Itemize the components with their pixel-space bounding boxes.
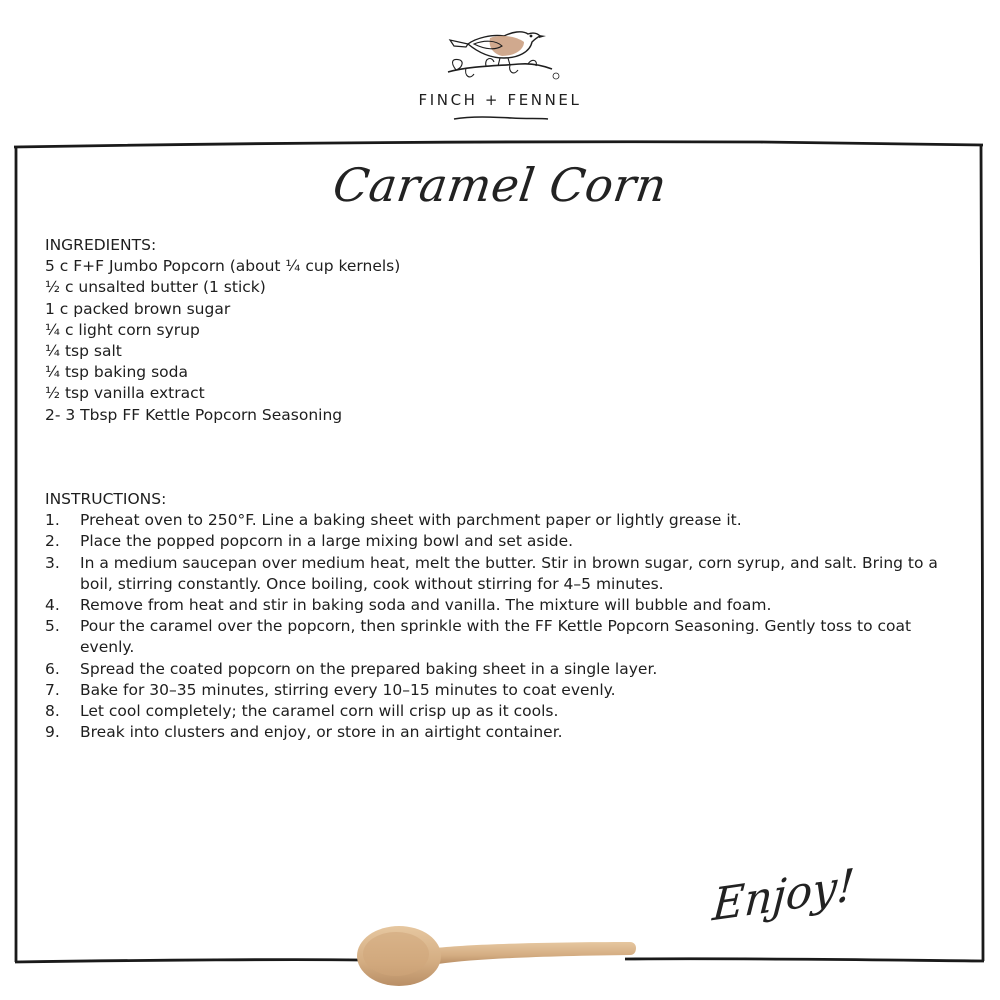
step-number: 6. — [45, 659, 60, 678]
instruction-step — [45, 595, 960, 616]
step-number: 2. — [45, 532, 60, 551]
step-text: Place the popped popcorn in a large mixing bowl and set aside. — [80, 532, 574, 551]
step-number: 8. — [45, 702, 60, 721]
instructions-list — [45, 510, 960, 743]
instruction-step — [45, 553, 960, 595]
ingredient-item: 5 c F+F Jumbo Popcorn (about ¼ cup kernels) — [45, 257, 401, 276]
brand-underline-flourish — [452, 113, 550, 125]
signoff-text: Enjoy! — [710, 859, 857, 932]
step-text: Spread the coated popcorn on the prepared baking sheet in a single layer. — [80, 659, 658, 678]
step-number: 9. — [45, 723, 60, 742]
step-text: Break into clusters and enjoy, or store in an airtight container. — [80, 723, 563, 742]
step-number: 4. — [45, 596, 60, 615]
recipe-title: Caramel Corn — [329, 158, 671, 212]
step-number: 7. — [45, 680, 60, 699]
ingredients-section — [45, 235, 960, 426]
instructions-heading: INSTRUCTIONS: — [45, 490, 167, 508]
wooden-spoon-icon — [352, 918, 638, 994]
step-number: 3. — [45, 553, 60, 572]
instruction-step — [45, 680, 960, 701]
ingredient-item: ½ c unsalted butter (1 stick) — [45, 278, 266, 297]
step-text: Pour the caramel over the popcorn, then sprinkle with the FF Kettle Popcorn Seasoning. Gently toss to coat evenly. — [80, 617, 912, 657]
step-text: Remove from heat and stir in baking soda and vanilla. The mixture will bubble and foam. — [80, 596, 772, 615]
instruction-step — [45, 701, 960, 722]
brand-name: FINCH + FENNEL — [418, 91, 582, 109]
step-text: Preheat oven to 250°F. Line a baking sheet with parchment paper or lightly grease it. — [80, 511, 742, 530]
finch-on-branch-icon — [440, 14, 564, 84]
ingredient-item: ¼ tsp baking soda — [45, 363, 188, 382]
ingredient-item: 1 c packed brown sugar — [45, 299, 231, 318]
ingredient-item: ¼ c light corn syrup — [45, 320, 200, 339]
instruction-step — [45, 659, 960, 680]
step-text: Let cool completely; the caramel corn will crisp up as it cools. — [80, 702, 559, 721]
instructions-section — [45, 489, 960, 743]
instruction-step — [45, 722, 960, 743]
step-number: 5. — [45, 617, 60, 636]
ingredients-list — [45, 256, 960, 426]
ingredients-heading: INGREDIENTS: — [45, 236, 157, 254]
ingredient-item: ¼ tsp salt — [45, 342, 122, 361]
ingredient-item: ½ tsp vanilla extract — [45, 384, 205, 403]
step-text: Bake for 30–35 minutes, stirring every 10–15 minutes to coat evenly. — [80, 680, 616, 699]
instruction-step — [45, 616, 960, 658]
step-text: In a medium saucepan over medium heat, melt the butter. Stir in brown sugar, corn syrup, and salt. Bring to a boil, stirring constantly. Once boiling, cook without stirring for 4–5 minutes. — [80, 553, 938, 593]
instruction-step — [45, 531, 960, 552]
instruction-step — [45, 510, 960, 531]
step-number: 1. — [45, 511, 60, 530]
ingredient-item: 2- 3 Tbsp FF Kettle Popcorn Seasoning — [45, 405, 343, 424]
